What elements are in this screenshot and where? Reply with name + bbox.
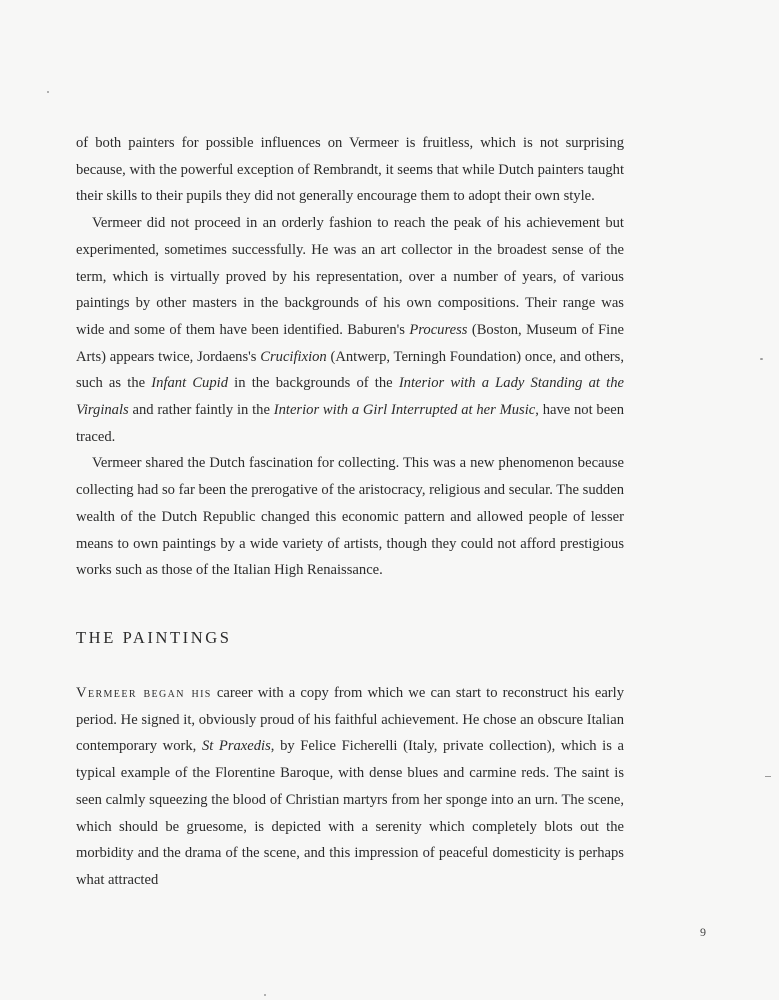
paper-speck [264,994,266,996]
paper-speck [760,358,763,360]
title-infant-cupid: Infant Cupid [151,375,228,392]
text-column-lower [76,680,624,894]
title-st-praxedis: St Praxedis [201,738,271,755]
title-procuress: Procuress [409,321,468,338]
paragraph-art-collector: Vermeer did not proceed in an orderly fashion to reach the peak of his achievement but experimented, sometimes successfully. He was an art collector in the broadest sense of the term, which is virtually proved by his representation, over a number of years, of various paintings by other masters in the backgrounds of his own compositions. Their range was wide and some of them have been identified. Baburen's Procuress (Boston, Museum of Fine Arts) appears twice, Jordaens's Crucifixion (Antwerp, Terningh Foundation) once, and others, such as the Infant Cupid in the backgrounds of the Interior with a Lady Standing at the Virginals and rather faintly in the Interior with a Girl Interrupted at her Music, have not been traced. [76,215,625,445]
paper-speck [47,91,49,93]
text-column-upper [76,130,624,584]
paragraph-collecting: Vermeer shared the Dutch fascination for collecting. This was a new phenomenon because collecting had so far been the prerogative of the aristocracy, religious and secular. The sudden wealth of the Dutch Republic changed this economic pattern and allowed people of lesser means to own paintings by a wide variety of artists, though they could not afford prestigious works such as those of the Italian High Renaissance. [76,455,624,579]
paragraph-early-career: Vermeer began his career with a copy from which we can start to reconstruct his early period. He signed it, obviously proud of his faithful achievement. He chose an obscure Italian contemporary work, St Praxedis, by Felice Ficherelli (Italy, private collection), which is a typical example of the Florentine Baroque, with dense blues and carmine reds. The saint is seen calmly squeezing the blood of Christian martyrs from her sponge into an urn. The scene, which should be gruesome, is depicted with a serenity which completely blots out the morbidity and the drama of the scene, and this impression of peaceful domesticity is perhaps what attracted [76,685,625,888]
title-crucifixion: Crucifixion [260,348,327,365]
paper-speck [765,776,771,777]
title-lady-virginals: Interior with a Lady Standing at the Virginals [76,375,624,419]
lead-in-smallcaps: Vermeer began his [76,685,212,701]
paragraph-continuation: of both painters for possible influences on Vermeer is fruitless, which is not surprising because, with the powerful exception of Rembrandt, it seems that while Dutch painters taught their skills to their pupils they did not generally encourage them to adopt their own style. [76,135,624,205]
section-heading: THE PAINTINGS [76,628,232,647]
page-number: 9 [700,925,706,939]
title-girl-interrupted: Interior with a Girl Interrupted at her Music [273,402,536,419]
